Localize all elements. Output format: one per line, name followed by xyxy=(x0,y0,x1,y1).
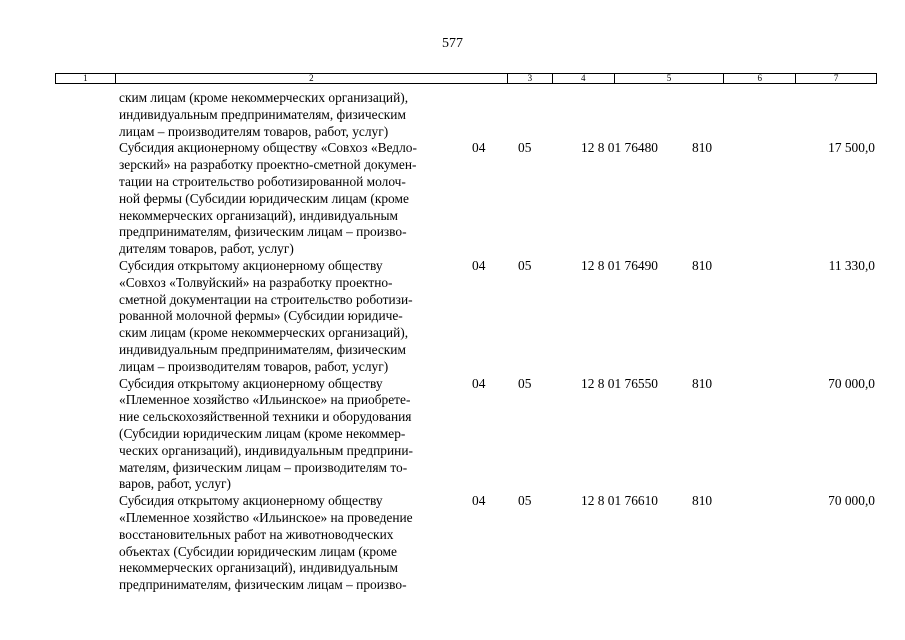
description-line: Субсидия открытому акционерному обществу xyxy=(119,375,383,391)
expense-type-code: 810 xyxy=(692,140,713,156)
description-line: ной фермы (Субсидии юридическим лицам (кроме xyxy=(119,190,409,206)
continuation-description xyxy=(119,90,454,140)
description-line: рованной молочной фермы» (Субсидии юридиче- xyxy=(119,308,403,324)
description-line: «Племенное хозяйство «Ильинское» на приобрете- xyxy=(119,392,411,408)
description-line: лицам – производителям товаров, работ, услуг) xyxy=(119,358,389,374)
row-description xyxy=(119,376,454,494)
target-article-code: 12 8 01 76480 xyxy=(581,140,658,156)
description-line: Субсидия открытому акционерному обществу xyxy=(119,257,383,273)
subsection-code: 05 xyxy=(518,257,532,273)
header-col-1: 1 xyxy=(56,74,116,83)
description-line: мателям, физическим лицам – производителям то- xyxy=(119,459,408,475)
description-line: предпринимателям, физическим лицам – произво- xyxy=(119,577,407,593)
expense-type-code: 810 xyxy=(692,257,713,273)
table-row xyxy=(0,493,905,594)
amount: 11 330,0 xyxy=(828,257,875,273)
description-line: «Совхоз «Толвуйский» на разработку проектно- xyxy=(119,274,393,290)
section-code: 04 xyxy=(472,140,486,156)
row-description xyxy=(119,258,454,376)
subsection-code: 05 xyxy=(518,493,532,509)
target-article-code: 12 8 01 76490 xyxy=(581,257,658,273)
header-col-3: 3 xyxy=(508,74,553,83)
section-code: 04 xyxy=(472,257,486,273)
header-col-7: 7 xyxy=(833,73,839,83)
header-col-6: 6 xyxy=(724,74,796,83)
page-number: 577 xyxy=(442,36,463,51)
subsection-code: 05 xyxy=(518,375,532,391)
continuation-row xyxy=(0,90,905,140)
amount: 70 000,0 xyxy=(828,493,875,509)
description-line: зерский» на разработку проектно-сметной докумен- xyxy=(119,157,417,173)
table-body xyxy=(0,90,905,594)
description-line: индивидуальным предпринимателям, физическим xyxy=(119,341,406,357)
records-list xyxy=(0,140,905,594)
description-line: дителям товаров, работ, услуг) xyxy=(119,241,294,257)
description-line: некоммерческих организаций), индивидуальным xyxy=(119,560,398,576)
expense-type-code: 810 xyxy=(692,375,713,391)
description-line: предпринимателям, физическим лицам – произво- xyxy=(119,224,407,240)
description-line: тации на строительство роботизированной молоч- xyxy=(119,173,406,189)
description-line: (Субсидии юридическим лицам (кроме некоммер- xyxy=(119,425,406,441)
row-description xyxy=(119,493,454,594)
table-row xyxy=(0,258,905,376)
description-line: сметной документации на строительство роботизи- xyxy=(119,291,413,307)
table-header-row xyxy=(55,73,877,84)
target-article-code: 12 8 01 76550 xyxy=(581,375,658,391)
table-row xyxy=(0,140,905,258)
header-col-5: 5 xyxy=(615,74,725,83)
description-line: ние сельскохозяйственной техники и оборудования xyxy=(119,409,412,425)
description-line: «Племенное хозяйство «Ильинское» на проведение xyxy=(119,509,413,525)
description-line: индивидуальным предпринимателям, физическим xyxy=(119,106,406,122)
header-col-2: 2 xyxy=(116,74,508,83)
description-line: ским лицам (кроме некоммерческих организаций), xyxy=(119,325,409,341)
row-description xyxy=(119,140,454,258)
section-code: 04 xyxy=(472,493,486,509)
section-code: 04 xyxy=(472,375,486,391)
description-line: Субсидия акционерному обществу «Совхоз «Ведло- xyxy=(119,140,417,156)
table-row xyxy=(0,376,905,494)
description-line: Субсидия открытому акционерному обществу xyxy=(119,493,383,509)
header-col-4: 4 xyxy=(553,74,615,83)
description-line: некоммерческих организаций), индивидуальным xyxy=(119,207,398,223)
amount: 70 000,0 xyxy=(828,375,875,391)
description-line: варов, работ, услуг) xyxy=(119,476,231,492)
description-line: ческих организаций), индивидуальным предприни- xyxy=(119,442,413,458)
target-article-code: 12 8 01 76610 xyxy=(581,493,658,509)
description-line: объектах (Субсидии юридическим лицам (кроме xyxy=(119,543,397,559)
subsection-code: 05 xyxy=(518,140,532,156)
expense-type-code: 810 xyxy=(692,493,713,509)
description-line: лицам – производителям товаров, работ, услуг) xyxy=(119,123,389,139)
description-line: восстановительных работ на животноводческих xyxy=(119,526,394,542)
amount: 17 500,0 xyxy=(828,140,875,156)
description-line: ским лицам (кроме некоммерческих организаций), xyxy=(119,90,409,105)
